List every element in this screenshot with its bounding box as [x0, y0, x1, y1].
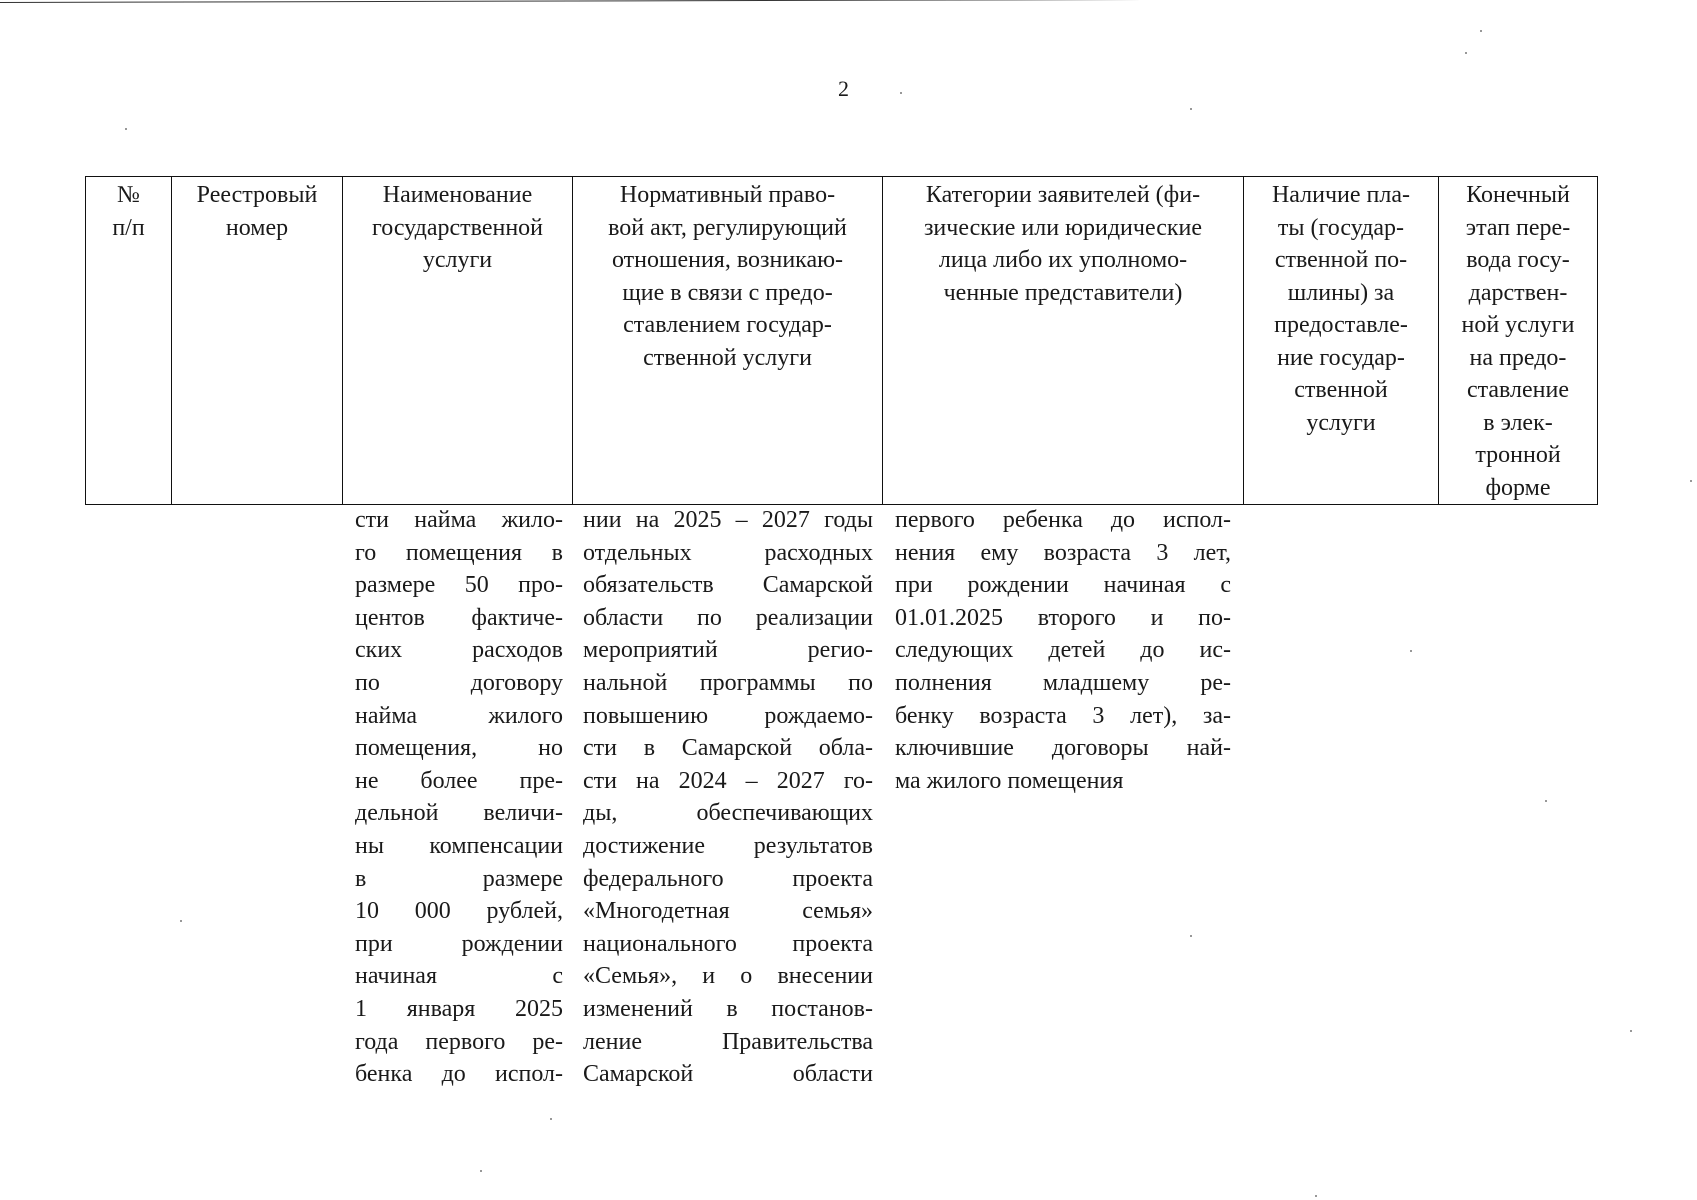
header-line: Наличие пла-	[1271, 182, 1411, 208]
scan-speck	[1545, 800, 1547, 802]
header-line: услуги	[422, 247, 493, 273]
text-line: обязательств Самарской	[583, 572, 873, 599]
header-line: на предо-	[1469, 344, 1567, 371]
header-line: дарствен-	[1468, 279, 1568, 306]
header-line: ственной по-	[1274, 247, 1408, 273]
text-line: нии на 2025 – 2027 годы	[583, 507, 873, 533]
header-number	[86, 177, 172, 505]
scan-speck	[1410, 650, 1412, 652]
text-line: «Многодетная семья»	[583, 898, 873, 925]
text-line: мероприятий регио-	[583, 637, 873, 664]
page-number: 2	[838, 76, 849, 101]
header-line: номер	[225, 214, 289, 241]
text-line: ны компенсации	[355, 832, 563, 859]
text-line: начиная с	[355, 963, 563, 990]
scan-speck	[125, 128, 127, 130]
text-line: по договору	[355, 669, 563, 696]
text-line: ключившие договоры най-	[895, 735, 1231, 762]
header-line: ственной услуги	[643, 344, 812, 371]
text-line: центов фактиче-	[355, 604, 563, 631]
header-line: вой акт, регулирующий	[608, 214, 847, 241]
text-line: ление Правительства	[583, 1028, 873, 1055]
scan-speck	[1690, 480, 1692, 482]
text-line: «Семья», и о внесении	[583, 963, 873, 990]
header-line: ственной	[1294, 377, 1388, 403]
applicant-category-continuation	[895, 504, 1231, 797]
header-line: тронной	[1475, 442, 1561, 468]
scan-speck	[900, 92, 902, 94]
text-line: в размере	[355, 865, 563, 892]
text-line: при рождении	[355, 930, 563, 957]
header-line: Реестровый	[196, 182, 318, 208]
text-line: сти найма жило-	[355, 507, 563, 533]
service-name-continuation	[355, 504, 563, 1091]
text-line: помещения, но	[355, 735, 563, 762]
text-line: при рождении начиная с	[895, 572, 1231, 599]
header-service-name	[343, 177, 573, 505]
text-line: ских расходов	[355, 637, 563, 664]
scan-speck	[180, 920, 182, 922]
scan-speck	[1190, 108, 1192, 110]
header-line: Конечный	[1466, 182, 1570, 208]
text-line: нальной программы по	[583, 669, 873, 696]
header-line: предоставле-	[1274, 312, 1408, 338]
scan-speck	[1630, 1030, 1632, 1032]
header-line: ченные представители)	[943, 279, 1183, 306]
text-line: бенка до испол-	[355, 1061, 563, 1088]
text-line: изменений в постанов-	[583, 995, 873, 1022]
text-line: достижение результатов	[583, 832, 873, 859]
text-line: бенку возраста 3 лет), за-	[895, 702, 1231, 729]
scan-speck	[1465, 52, 1467, 54]
header-line: Нормативный право-	[619, 182, 836, 208]
legal-act-continuation	[583, 504, 873, 1091]
text-line: федерального проекта	[583, 865, 873, 892]
scan-speck	[1190, 935, 1192, 937]
text-line: 10 000 рублей,	[355, 898, 563, 925]
header-line: Категории заявителей (фи-	[925, 182, 1201, 208]
text-line: найма жилого	[355, 702, 563, 729]
text-line: дельной величи-	[355, 800, 563, 827]
header-line: услуги	[1306, 409, 1376, 436]
text-line: Самарской области	[583, 1061, 873, 1088]
text-line: следующих детей до ис-	[895, 637, 1231, 664]
header-line: щие в связи с предо-	[622, 279, 833, 306]
services-table-header	[85, 176, 1598, 505]
header-line: зические или юридические	[923, 214, 1203, 241]
scan-speck	[480, 1170, 482, 1172]
scan-speck	[1480, 30, 1482, 32]
header-line: п/п	[112, 214, 145, 241]
header-line: ставлением государ-	[623, 312, 832, 338]
text-line: первого ребенка до испол-	[895, 507, 1231, 533]
header-line: ние государ-	[1277, 344, 1405, 371]
header-line: шлины) за	[1287, 279, 1395, 306]
text-line: не более пре-	[355, 767, 563, 794]
scan-speck	[550, 1118, 552, 1120]
header-line: отношения, возникаю-	[611, 247, 844, 273]
text-line: го помещения в	[355, 539, 563, 566]
text-line: 01.01.2025 второго и по-	[895, 604, 1231, 631]
header-line: форме	[1485, 474, 1551, 501]
header-line: вода госу-	[1466, 247, 1570, 273]
header-line: Наименование	[382, 182, 533, 208]
header-line: в элек-	[1483, 409, 1553, 436]
header-final-stage	[1439, 177, 1598, 505]
text-line: повышению рождаемо-	[583, 702, 873, 729]
text-line: сти на 2024 – 2027 го-	[583, 767, 873, 794]
header-line: ставление	[1466, 377, 1570, 403]
text-line: сти в Самарской обла-	[583, 735, 873, 762]
header-line: ной услуги	[1461, 312, 1575, 338]
header-fee	[1244, 177, 1439, 505]
text-line: ма жилого помещения	[895, 767, 1124, 794]
text-line: области по реализации	[583, 604, 873, 631]
text-line: национального проекта	[583, 930, 873, 957]
text-line: полнения младшему ре-	[895, 669, 1231, 696]
header-line: этап пере-	[1465, 214, 1571, 241]
header-legal-act	[573, 177, 883, 505]
scan-edge-line	[0, 0, 1697, 3]
header-applicant-categories	[883, 177, 1244, 505]
header-line: №	[117, 182, 140, 208]
text-line: 1 января 2025	[355, 995, 563, 1022]
header-line: ты (государ-	[1277, 214, 1405, 241]
text-line: размере 50 про-	[355, 572, 563, 599]
header-line: государственной	[371, 214, 544, 241]
text-line: года первого ре-	[355, 1028, 563, 1055]
text-line: ды, обеспечивающих	[583, 800, 873, 827]
scan-speck	[1315, 1195, 1317, 1197]
text-line: отдельных расходных	[583, 539, 873, 566]
text-line: нения ему возраста 3 лет,	[895, 539, 1231, 566]
header-registry-number	[172, 177, 343, 505]
header-line: лица либо их уполномо-	[938, 247, 1188, 273]
